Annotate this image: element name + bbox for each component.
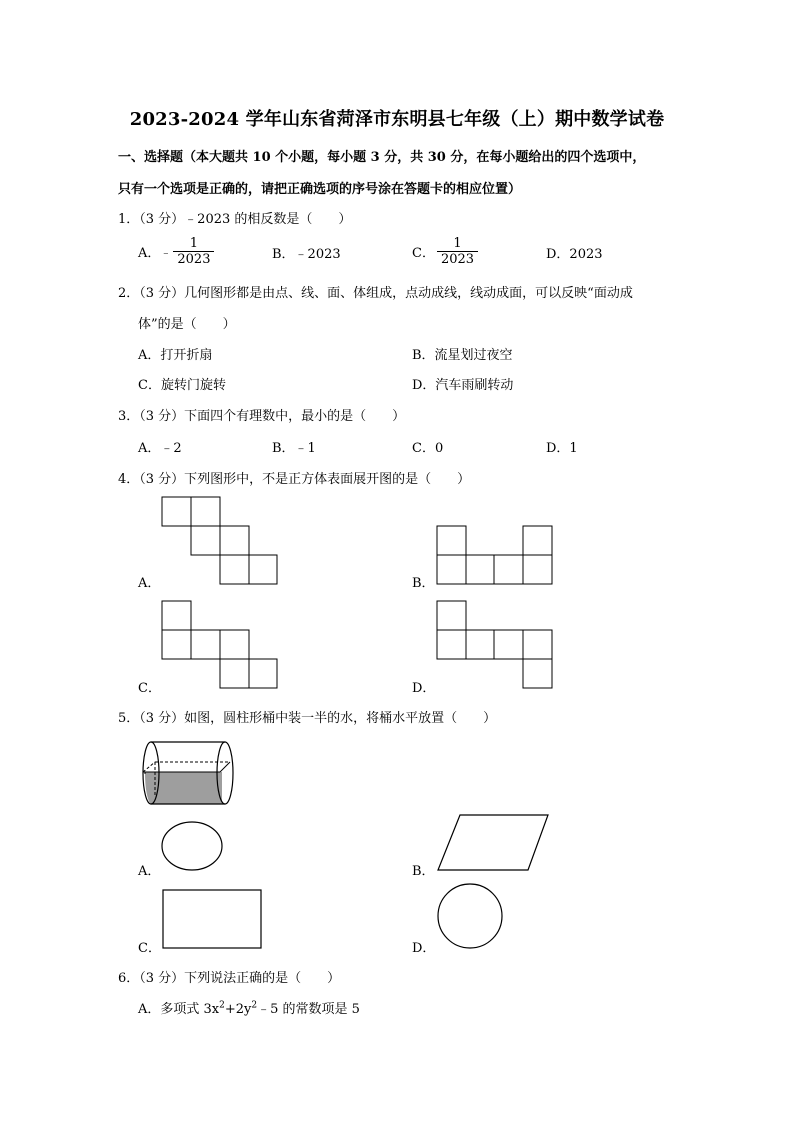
q6-option-a-exponent-2: 2	[251, 1000, 258, 1011]
q1-option-d: D．2023	[546, 247, 603, 262]
q2-option-a: A．打开折扇	[138, 348, 213, 363]
q5-option-d-label: D．	[412, 941, 436, 956]
q4-option-a-label: A．	[138, 576, 161, 591]
q2-option-c: C．旋转门旋转	[138, 378, 226, 393]
q5-option-c-label: C．	[138, 941, 161, 956]
q6-option-a-post: ﹣5 的常数项是 5	[257, 1002, 360, 1017]
q5-option-b-label: B．	[412, 864, 435, 879]
q1-option-c-denominator: 2023	[437, 251, 478, 267]
q3-option-b: B．﹣1	[272, 441, 316, 456]
q3-option-a: A．﹣2	[138, 441, 182, 456]
q3-stem: 3．（3 分）下面四个有理数中，最小的是（ ）	[118, 409, 406, 424]
q2-stem-line2: 体”的是（ ）	[138, 317, 236, 332]
q6-stem: 6．（3 分）下列说法正确的是（ ）	[118, 971, 341, 986]
q1-option-a-numerator: 1	[189, 236, 199, 251]
q6-option-a-exponent-1: 2	[219, 1000, 225, 1011]
q1-option-a-sign: ﹣	[160, 245, 172, 259]
q6-option-a-pre: A．多项式 3x	[138, 1002, 220, 1017]
q3-option-c: C．0	[412, 441, 444, 456]
section-heading-line1: 一、选择题（本大题共 10 个小题，每小题 3 分，共 30 分，在每小题给出的四个选项中，	[118, 150, 646, 165]
q2-option-b: B．流星划过夜空	[412, 348, 513, 363]
q2-option-d: D．汽车雨刷转动	[412, 378, 514, 393]
q3-option-d: D．1	[546, 441, 578, 456]
q1-option-a-denominator: 2023	[173, 251, 214, 267]
page-title: 2023-2024 学年山东省菏泽市东明县七年级（上）期中数学试卷	[129, 109, 665, 130]
q1-option-c-numerator: 1	[453, 236, 462, 251]
q4-stem: 4．（3 分）下列图形中，不是正方体表面展开图的是（ ）	[118, 472, 471, 487]
q6-option-a-mid: +2y	[224, 1002, 252, 1017]
q4-option-c-label: C．	[138, 681, 161, 696]
q4-option-b-label: B．	[412, 576, 435, 591]
q1-stem: 1．（3 分）﹣2023 的相反数是（ ）	[118, 212, 352, 227]
q1-option-a-label: A．	[138, 246, 161, 261]
q5-stem: 5．（3 分）如图，圆柱形桶中装一半的水，将桶水平放置（ ）	[118, 711, 497, 726]
section-heading-line2: 只有一个选项是正确的，请把正确选项的序号涂在答题卡的相应位置）	[118, 182, 522, 197]
q6-option-a	[138, 998, 360, 1017]
q2-stem-line1: 2．（3 分）几何图形都是由点、线、面、体组成，点动成线，线动成面，可以反映“面动成	[118, 286, 633, 301]
q5-option-a-label: A．	[138, 864, 161, 879]
q1-option-c-label: C．	[412, 246, 435, 261]
q1-option-b: B．﹣2023	[272, 247, 341, 262]
q4-option-d-label: D．	[412, 681, 436, 696]
